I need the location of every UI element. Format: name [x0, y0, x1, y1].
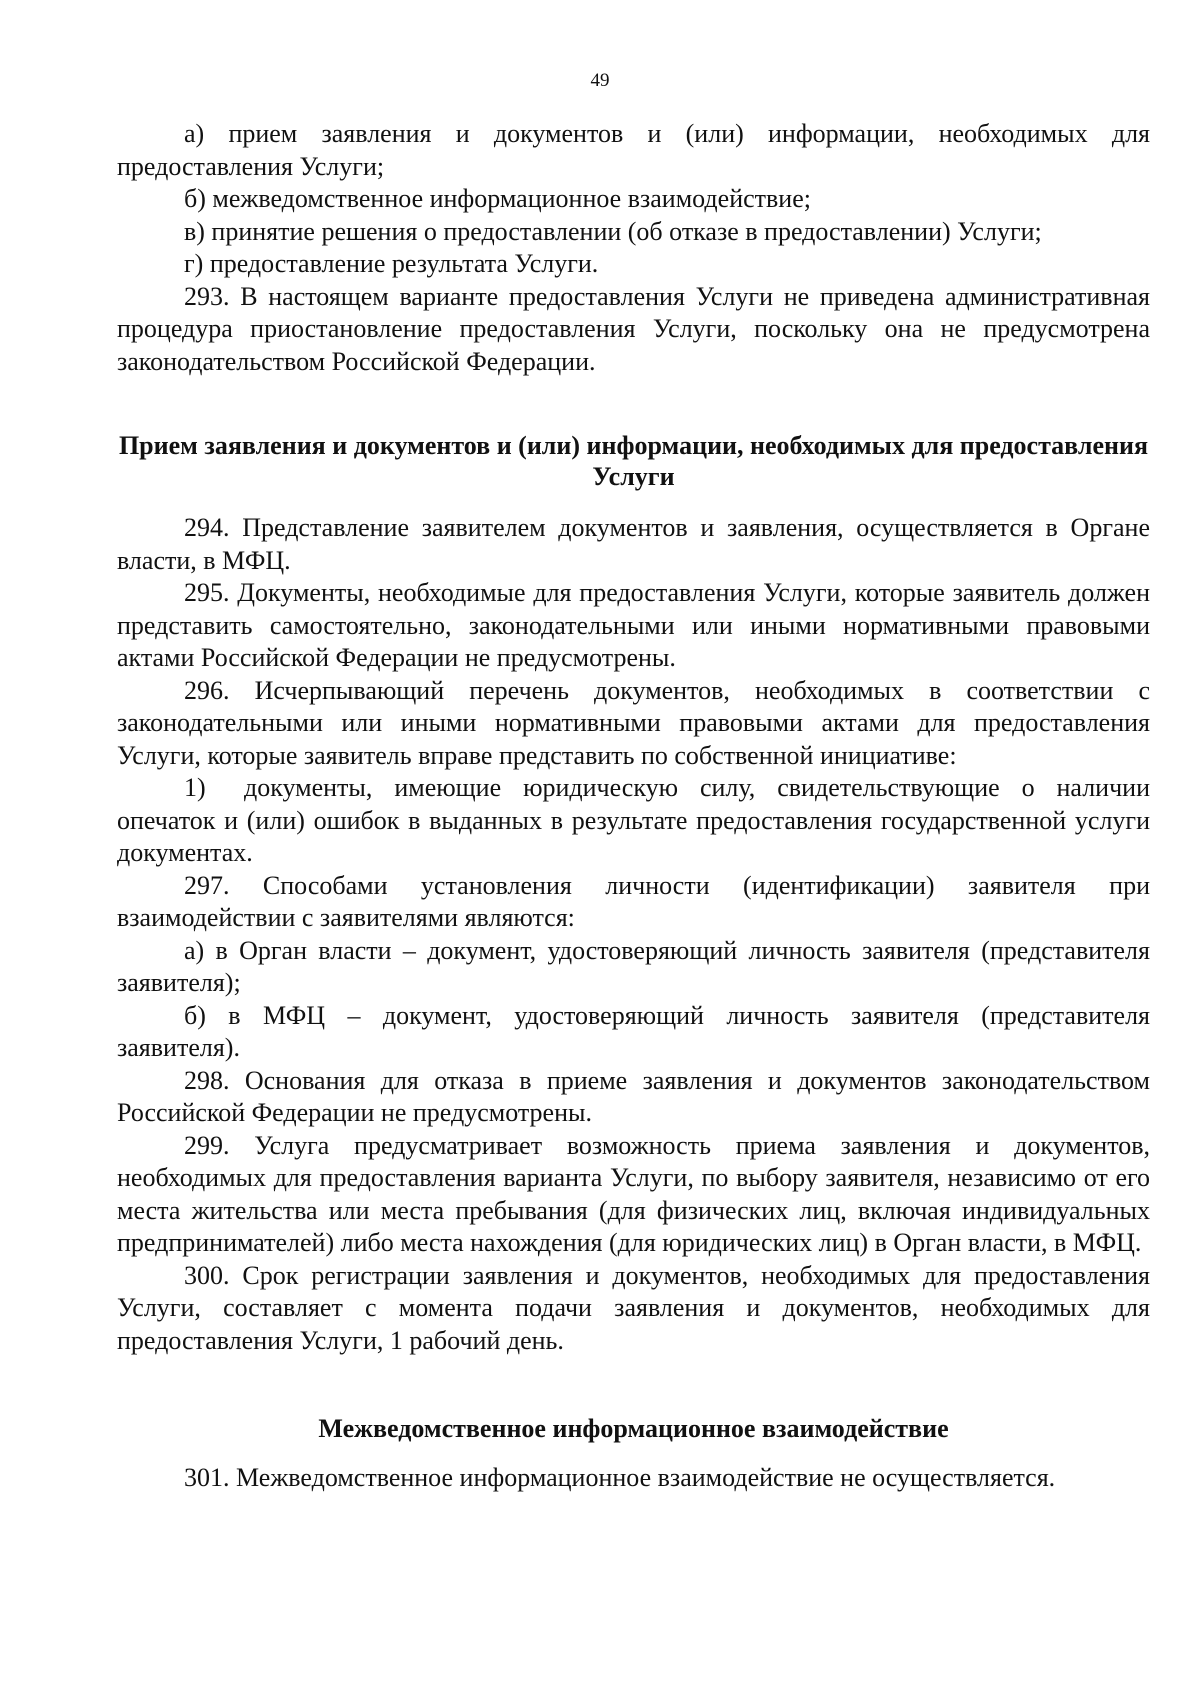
paragraph: 299. Услуга предусматривает возможность приема заявления и документов, необходимых для предоставления варианта Услуги, по выбору заявителя, независимо от его места жительства или места пребывания (для физических лиц, включая индивидуальных предпринимателей) либо места нахождения (для юридических лиц) в Орган власти, в МФЦ.: [117, 1130, 1150, 1257]
paragraph: а) прием заявления и документов и (или) информации, необходимых для предоставления Услуги;: [117, 119, 1150, 181]
paragraph: 300. Срок регистрации заявления и документов, необходимых для предоставления Услуги, составляет с момента подачи заявления и документов, необходимых для предоставления Услуги, 1 рабочий день.: [117, 1260, 1150, 1355]
page-number: 49: [590, 70, 610, 91]
paragraph: 298. Основания для отказа в приеме заявления и документов законодательством Российской Федерации не предусмотрены.: [117, 1065, 1150, 1127]
section-heading: Межведомственное информационное взаимодействие: [318, 1414, 949, 1443]
paragraph: в) принятие решения о предоставлении (об отказе в предоставлении) Услуги;: [184, 216, 1042, 246]
list-item: [117, 772, 1150, 870]
paragraph: 301. Межведомственное информационное взаимодействие не осуществляется.: [184, 1463, 1056, 1492]
paragraph: б) межведомственное информационное взаимодействие;: [184, 184, 811, 213]
paragraph: г) предоставление результата Услуги.: [184, 249, 599, 278]
paragraph: 296. Исчерпывающий перечень документов, необходимых в соответствии с законодательными или иными нормативными правовыми актами для предоставления Услуги, которые заявитель вправе представить по собственной инициативе:: [117, 675, 1150, 770]
paragraph: 297. Способами установления личности (идентификации) заявителя при взаимодействии с заявителями являются:: [117, 870, 1150, 932]
section-heading: Прием заявления и документов и (или) информации, необходимых для предоставления Услуги: [118, 431, 1149, 491]
paragraph: а) в Орган власти – документ, удостоверяющий личность заявителя (представителя заявителя);: [117, 935, 1150, 997]
paragraph: 295. Документы, необходимые для предоставления Услуги, которые заявитель должен представить самостоятельно, законодательными или иными нормативными правовыми актами Российской Федерации не предусмотрены.: [117, 578, 1150, 672]
paragraph: 293. В настоящем варианте предоставления Услуги не приведена административная процедура приостановление предоставления Услуги, поскольку она не предусмотрена законодательством Российской Федерации.: [117, 281, 1150, 376]
paragraph: 294. Представление заявителем документов и заявления, осуществляется в Органе власти, в МФЦ.: [117, 513, 1150, 575]
list-marker: 1): [184, 773, 206, 802]
list-item-text: документы, имеющие юридическую силу, свидетельствующие о наличии опечаток и (или) ошибок в выданных в результате предоставления государственной услуги документах.: [117, 773, 1150, 867]
paragraph: б) в МФЦ – документ, удостоверяющий личность заявителя (представителя заявителя).: [117, 1000, 1150, 1062]
document-body: [117, 118, 1150, 1495]
